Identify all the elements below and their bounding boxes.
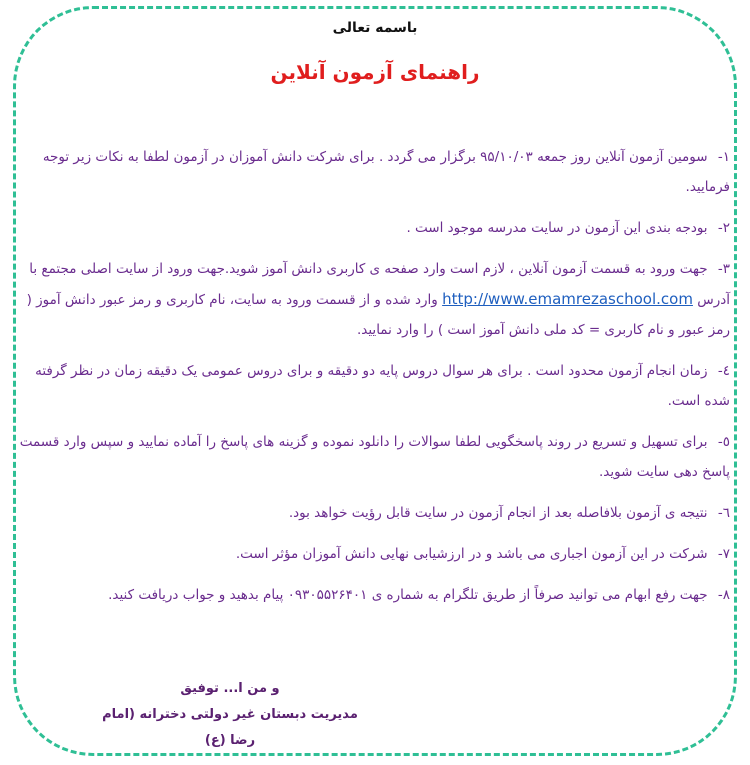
item-text: زمان انجام آزمون محدود است . برای هر سوال دروس پایه دو دقیقه و برای دروس عمومی یک دقیقه زمان در نظر گرفته شده است. [35,363,730,409]
list-item-3 [12,254,730,345]
item-text: برای تسهیل و تسریع در روند پاسخگویی لطفا سوالات را دانلود نموده و گزینه های پاسخ را آماده نمایید و سپس وارد قسمت پاسخ دهی سایت شوید. [19,434,730,480]
closing-phrase: و من ا... توفیق [180,681,280,696]
school-management-signature: مدیریت دبستان غیر دولتی دخترانه (امام رضا (ع) [102,707,358,748]
item-number: ۸- [717,587,730,603]
basmala-heading: باسمه تعالی [332,20,418,36]
closing-signature [100,676,360,754]
item-text: نتیجه ی آزمون بلافاصله بعد از انجام آزمون در سایت قابل رؤیت خواهد بود. [288,505,708,521]
page-title: راهنمای آزمون آنلاین [270,60,480,84]
item-number: ۳- [717,261,730,277]
item-text: شرکت در این آزمون اجباری می باشد و در ارزشیابی نهایی دانش آموزان مؤثر است. [235,546,708,562]
item-number: ٦- [717,505,730,521]
item-number: ۲- [717,220,730,236]
item-text: بودجه بندی این آزمون در سایت مدرسه موجود است . [406,220,708,236]
item-text-after-link: وارد شده و از قسمت ورود به سایت، نام کاربری و رمز عبور دانش آموز ( رمز عبور و نام کاربری = کد ملی دانش آموز است ) را وارد نمایید. [26,292,730,338]
item-text: جهت رفع ابهام می توانید صرفاً از طریق تلگرام به شماره ی ۰۹۳۰۵۵۲۶۴۰۱ پیام بدهید و جواب دریافت کنید. [108,587,708,603]
list-item-6 [12,498,730,528]
item-number: ۱- [717,149,730,165]
list-item-1 [12,142,730,202]
list-item-5 [12,427,730,487]
item-text: سومین آزمون آنلاین روز جمعه ۹۵/۱۰/۰۳ برگزار می گردد . برای شرکت دانش آموزان در آزمون لطفا به نکات زیر توجه فرمایید. [42,149,730,195]
item-number: ٥- [717,434,730,450]
item-number: ۷- [717,546,730,562]
list-item-2 [12,213,730,243]
list-item-4 [12,356,730,416]
school-website-link[interactable]: http://www.emamrezaschool.com [442,290,693,308]
instructions-list [12,142,730,621]
item-number: ٤- [717,363,730,379]
list-item-8 [12,580,730,610]
item-text-before-link: جهت ورود به قسمت آزمون آنلاین ، لازم است وارد صفحه ی کاربری دانش آموز شوید.جهت ورود از سایت اصلی مجتمع با آدرس [29,261,730,308]
list-item-7 [12,539,730,569]
